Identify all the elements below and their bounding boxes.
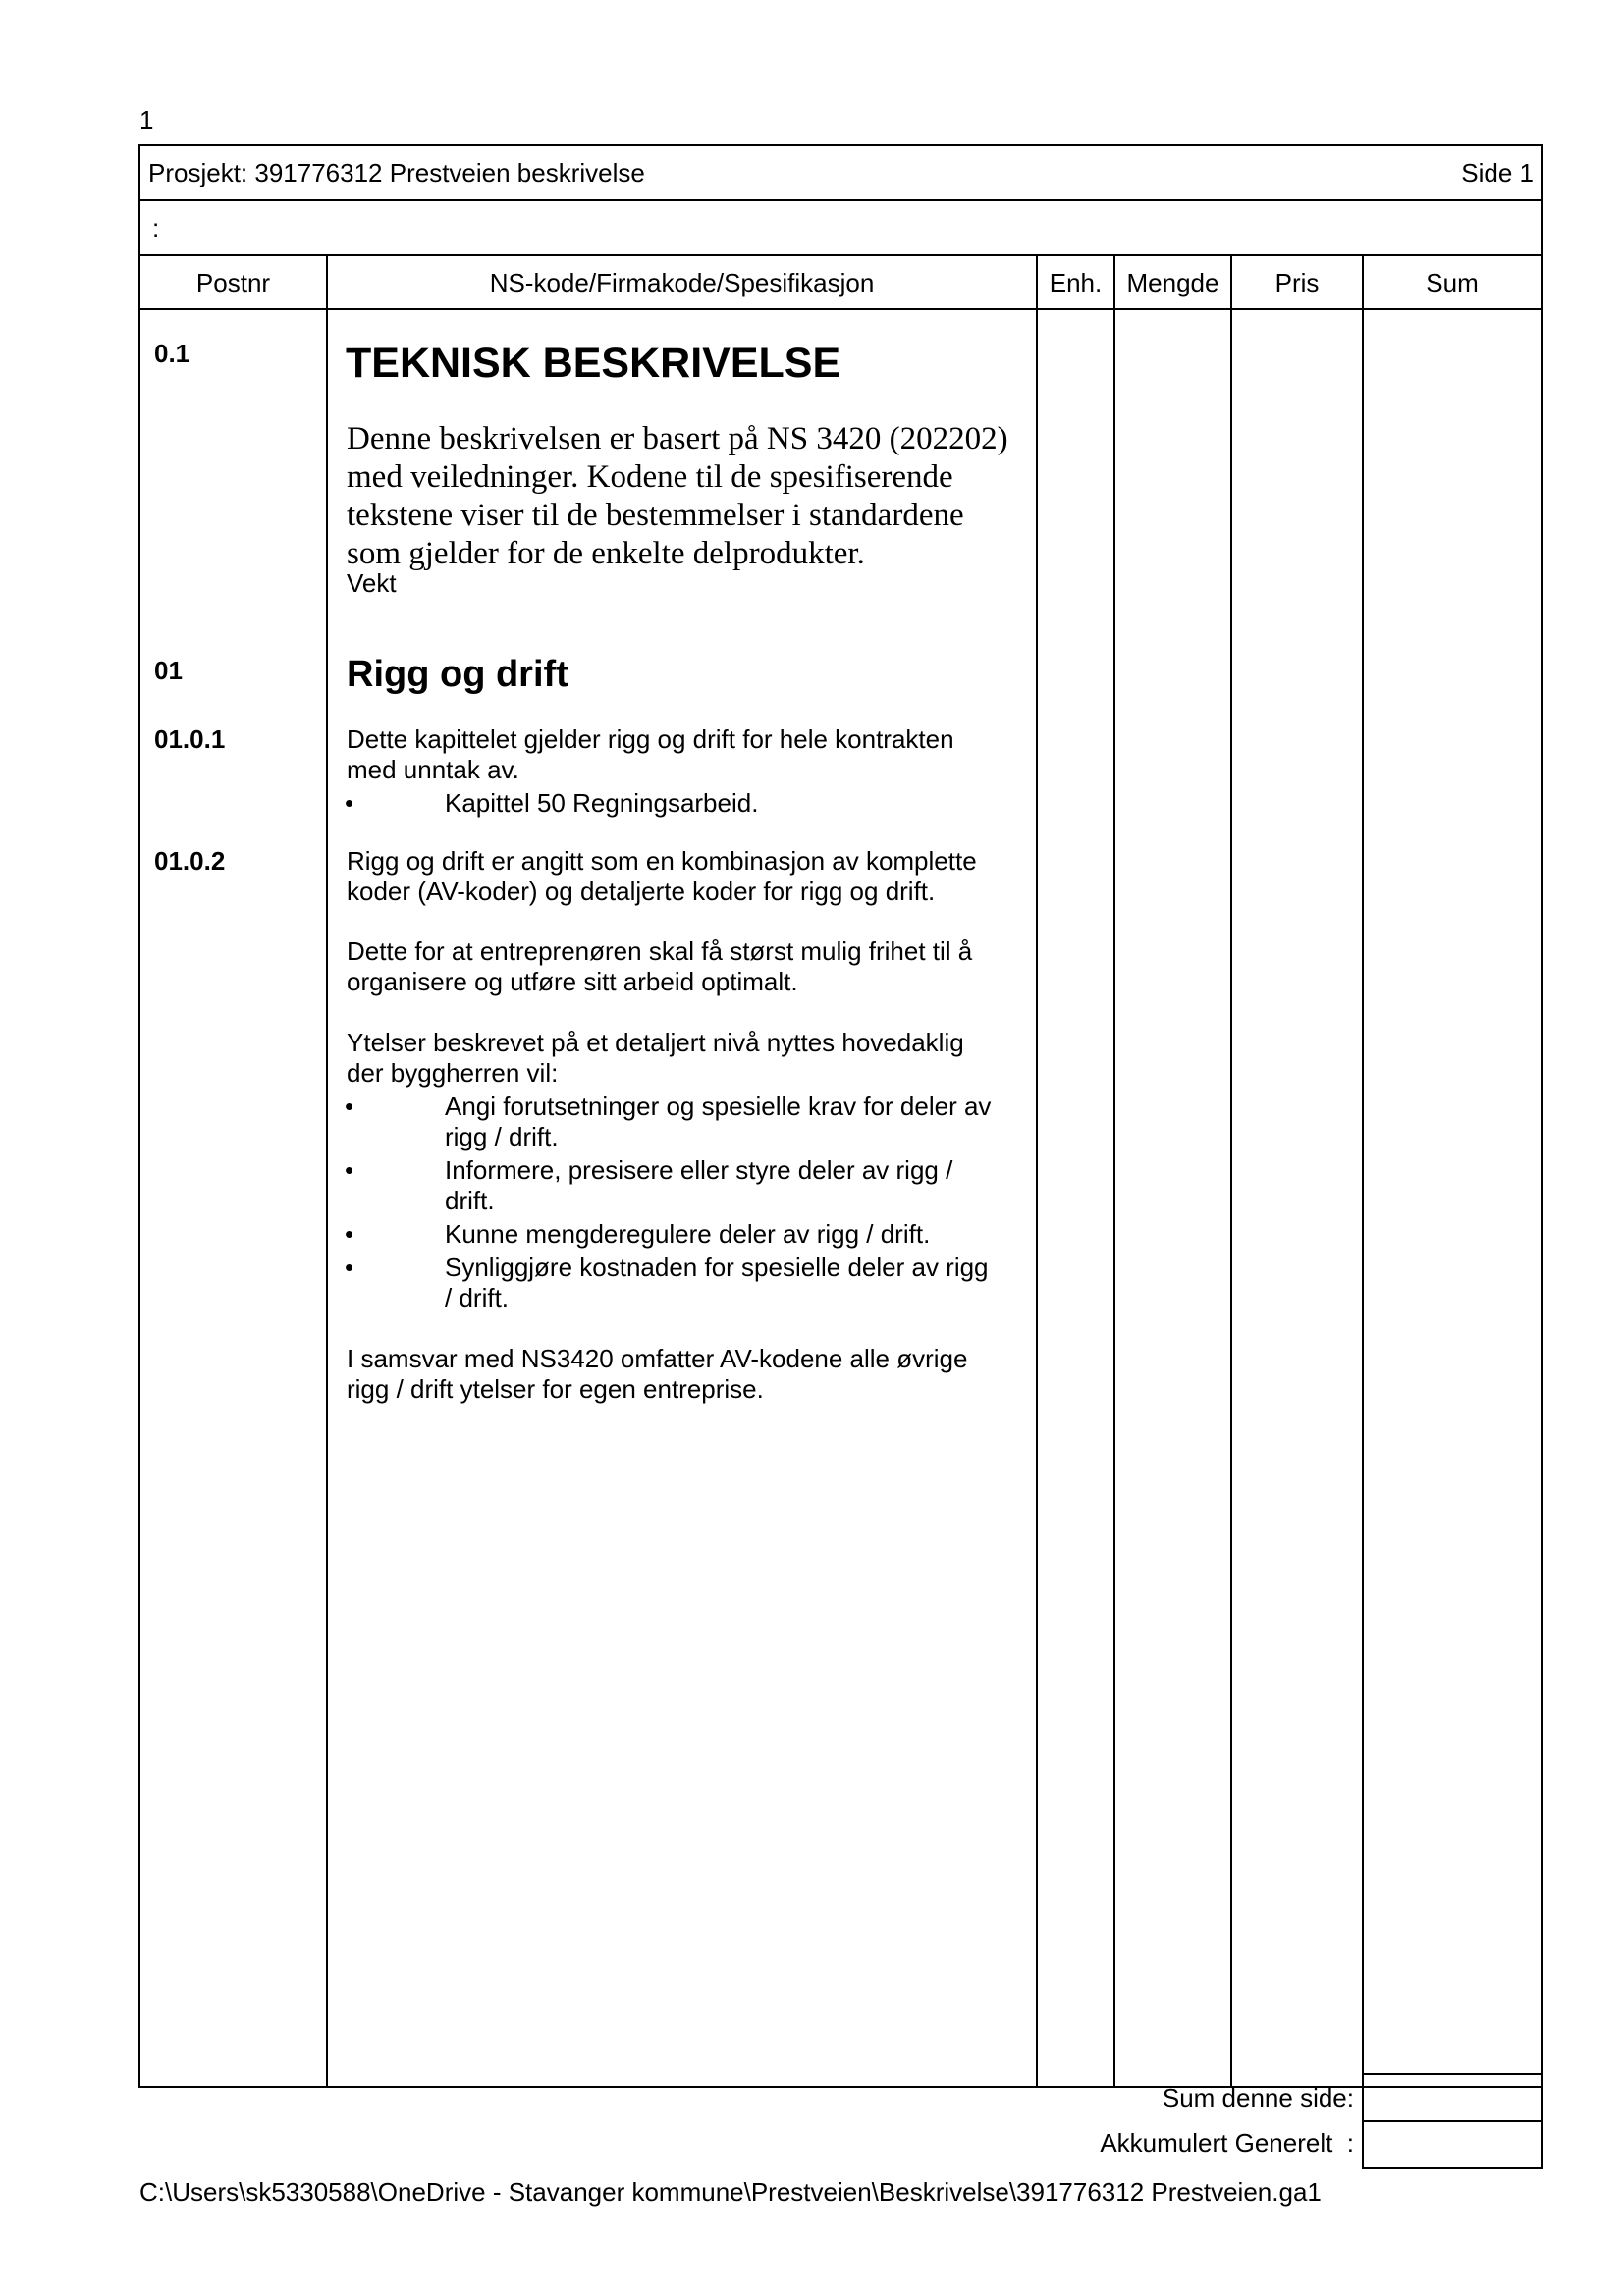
column-separator: [1036, 254, 1038, 2086]
divider: [138, 199, 1543, 201]
body-text-line: der byggherren vil:: [347, 1058, 559, 1088]
section-title: TEKNISK BESKRIVELSE: [346, 340, 841, 387]
bullet-icon: •: [345, 1253, 354, 1282]
body-text-line: Rigg og drift er angitt som en kombinasjon av komplette: [347, 846, 977, 876]
file-path: C:\Users\sk5330588\OneDrive - Stavanger kommune\Prestveien\Beskrivelse\391776312 Prestveien.ga1: [139, 2177, 1322, 2207]
body-text-line: med unntak av.: [347, 755, 519, 784]
page-number: 1: [139, 105, 154, 134]
bullet-text: drift.: [445, 1186, 495, 1215]
page-label: Side 1: [1461, 158, 1534, 187]
note-text: Vekt: [347, 568, 397, 598]
body-text-line: Ytelser beskrevet på et detaljert nivå nyttes hovedaklig: [347, 1028, 964, 1057]
subheader-line: :: [152, 213, 160, 242]
body-text-line: tekstene viser til de bestemmelser i standardene: [347, 498, 964, 533]
bullet-icon: •: [345, 1155, 354, 1185]
postnr-01-0-2: 01.0.2: [154, 846, 226, 876]
chapter-title: Rigg og drift: [347, 654, 568, 695]
divider: [138, 254, 1543, 256]
bullet-text: Kapittel 50 Regningsarbeid.: [445, 788, 759, 818]
column-separator: [1113, 254, 1115, 2086]
column-separator: [1362, 254, 1364, 2086]
column-header-sum: Sum: [1426, 268, 1479, 297]
bullet-text: Angi forutsetninger og spesielle krav for deler av: [445, 1092, 992, 1121]
bullet-icon: •: [345, 788, 354, 818]
postnr-01: 01: [154, 656, 183, 685]
bullet-text: Kunne mengderegulere deler av rigg / drift.: [445, 1219, 931, 1249]
body-text-line: I samsvar med NS3420 omfatter AV-kodene alle øvrige: [347, 1344, 968, 1373]
body-text-line: som gjelder for de enkelte delprodukter.: [347, 536, 865, 571]
column-header-spec: NS-kode/Firmakode/Spesifikasjon: [489, 268, 875, 297]
bullet-text: Informere, presisere eller styre deler av rigg /: [445, 1155, 953, 1185]
postnr-0-1: 0.1: [154, 339, 190, 368]
column-header-postnr: Postnr: [195, 268, 271, 297]
divider: [138, 308, 1543, 310]
bullet-icon: •: [345, 1092, 354, 1121]
bullet-text: rigg / drift.: [445, 1122, 559, 1151]
column-header-price: Pris: [1274, 268, 1320, 297]
accumulated-label: Akkumulert Generelt :: [1100, 2128, 1354, 2158]
column-header-quantity: Mengde: [1126, 268, 1219, 297]
column-header-unit: Enh.: [1049, 268, 1103, 297]
body-text-line: Dette kapittelet gjelder rigg og drift for hele kontrakten: [347, 724, 954, 754]
body-text-line: koder (AV-koder) og detaljerte koder for rigg og drift.: [347, 877, 936, 906]
body-text-line: rigg / drift ytelser for egen entreprise.: [347, 1374, 764, 1404]
column-separator: [326, 254, 328, 2086]
bullet-icon: •: [345, 1219, 354, 1249]
body-text-line: Denne beskrivelsen er basert på NS 3420 (202202): [347, 421, 1008, 456]
body-text-line: med veiledninger. Kodene til de spesifiserende: [347, 459, 953, 495]
divider: [1362, 2120, 1543, 2122]
bullet-text: Synliggjøre kostnaden for spesielle deler av rigg: [445, 1253, 989, 1282]
bullet-text: / drift.: [445, 1283, 510, 1312]
sum-page-label: Sum denne side:: [1162, 2083, 1354, 2112]
body-text-line: Dette for at entreprenøren skal få størst mulig frihet til å: [347, 936, 973, 966]
postnr-01-0-1: 01.0.1: [154, 724, 226, 754]
body-text-line: organisere og utføre sitt arbeid optimalt.: [347, 967, 798, 996]
column-separator: [1230, 254, 1232, 2086]
project-title: Prosjekt: 391776312 Prestveien beskrivelse: [148, 158, 645, 187]
